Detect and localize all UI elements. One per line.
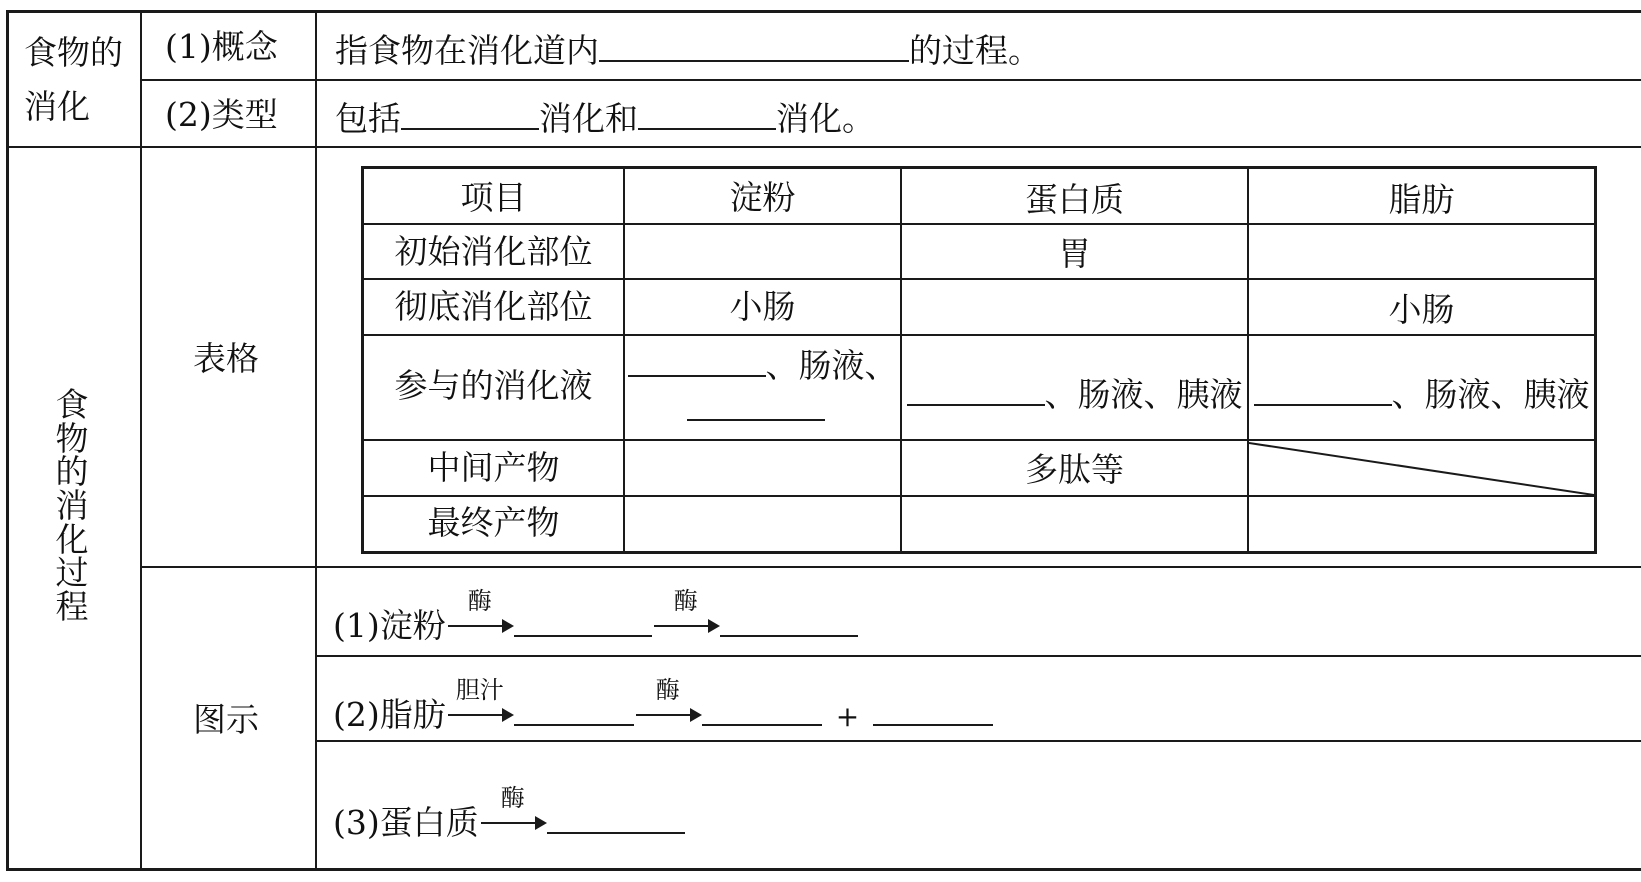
fat-blank-3[interactable] [873, 694, 993, 726]
row-divider-concept [140, 79, 1641, 81]
title-char: 物 [55, 418, 89, 458]
row-label-final: 最终产物 [427, 503, 560, 542]
cell-juices-fat [1249, 374, 1594, 414]
type-label: (2)类型 [165, 95, 278, 134]
type-middle: 消化和 [539, 99, 638, 138]
arrow-label: 胆汁 [455, 676, 504, 704]
row-divider-diagram-1 [315, 655, 1641, 657]
digestion-table [361, 166, 1597, 554]
arrow-enzyme-icon [634, 676, 702, 726]
outer-bottom-border [6, 868, 1641, 871]
diagram-protein [333, 784, 685, 842]
header-fat: 脂肪 [1388, 180, 1455, 219]
column-divider-1 [140, 10, 142, 871]
juice-starch-suffix: 、肠液、 [765, 346, 898, 385]
diagram-starch-prefix: (1)淀粉 [333, 606, 446, 645]
section2-vertical-title [52, 385, 92, 626]
juice-protein-suffix: 、肠液、胰液 [1044, 375, 1243, 414]
arrow-label: 酶 [655, 676, 680, 704]
diagram-fat [333, 676, 993, 734]
diagram-fat-prefix: (2)脂肪 [333, 695, 446, 734]
row-label-initial-site: 初始消化部位 [394, 232, 593, 271]
inner-row-divider-1 [364, 223, 1594, 225]
arrow-enzyme-icon [446, 587, 514, 637]
row-divider-table [140, 566, 1641, 568]
section-divider [6, 146, 1641, 148]
section1-title-line2: 消化 [24, 87, 90, 126]
cell-juices-starch-line2 [625, 389, 900, 426]
concept-suffix: 的过程。 [909, 31, 1041, 70]
starch-blank-2[interactable] [720, 605, 858, 637]
arrow-label: 酶 [467, 587, 492, 615]
title-char: 的 [55, 452, 89, 492]
type-blank-1[interactable] [401, 98, 539, 130]
header-protein: 蛋白质 [1025, 180, 1124, 219]
juice-protein-blank[interactable] [907, 374, 1045, 406]
header-starch: 淀粉 [729, 178, 796, 217]
juice-fat-suffix: 、肠液、胰液 [1391, 375, 1590, 414]
title-char: 化 [55, 519, 89, 559]
row-label-complete-site: 彻底消化部位 [394, 287, 593, 326]
cell-juices-protein [902, 374, 1247, 414]
inner-row-divider-2 [364, 278, 1594, 280]
type-prefix: 包括 [335, 99, 401, 138]
arrow-label: 酶 [673, 587, 698, 615]
row-label-digestive-juices: 参与的消化液 [394, 366, 593, 405]
diagram-label: 图示 [193, 700, 259, 739]
cell-complete-fat: 小肠 [1388, 290, 1455, 329]
arrow-bile-icon [446, 676, 514, 726]
section1-title-line1: 食物的 [24, 33, 123, 72]
concept-prefix: 指食物在消化道内 [335, 31, 599, 70]
protein-blank[interactable] [547, 802, 685, 834]
row-divider-diagram-2 [315, 740, 1641, 742]
inner-row-divider-3 [364, 334, 1594, 336]
starch-blank-1[interactable] [514, 605, 652, 637]
table-label: 表格 [193, 339, 259, 378]
cell-initial-protein: 胃 [1058, 234, 1091, 273]
plus-sign: + [835, 700, 860, 733]
cell-intermediate-protein: 多肽等 [1025, 450, 1124, 489]
arrow-enzyme-icon [479, 784, 547, 834]
arrow-label: 酶 [500, 784, 525, 812]
type-blank-2[interactable] [638, 98, 776, 130]
outer-left-border [6, 10, 9, 871]
type-sentence [335, 98, 875, 138]
type-suffix: 消化。 [776, 99, 875, 138]
fat-blank-2[interactable] [702, 694, 822, 726]
concept-label: (1)概念 [165, 27, 278, 66]
arrow-enzyme-icon [652, 587, 720, 637]
diagram-starch [333, 587, 858, 645]
concept-sentence [335, 30, 1041, 70]
concept-blank[interactable] [599, 30, 909, 62]
juice-starch-blank-2[interactable] [687, 389, 825, 421]
cell-complete-starch: 小肠 [729, 287, 796, 326]
title-char: 消 [55, 485, 89, 525]
fat-blank-1[interactable] [514, 694, 634, 726]
title-char: 过 [55, 553, 89, 593]
row-label-intermediate: 中间产物 [427, 448, 560, 487]
inner-row-divider-5 [364, 495, 1594, 497]
diagonal-strike [1249, 441, 1594, 495]
title-char: 程 [55, 586, 89, 626]
cell-juices-starch [625, 345, 900, 385]
juice-fat-blank[interactable] [1254, 374, 1392, 406]
inner-col-divider-2 [900, 169, 902, 551]
outer-top-border [6, 10, 1641, 13]
header-item: 项目 [460, 178, 527, 217]
title-char: 食 [55, 385, 89, 424]
diagram-protein-prefix: (3)蛋白质 [333, 803, 479, 842]
juice-starch-blank-1[interactable] [628, 345, 766, 377]
